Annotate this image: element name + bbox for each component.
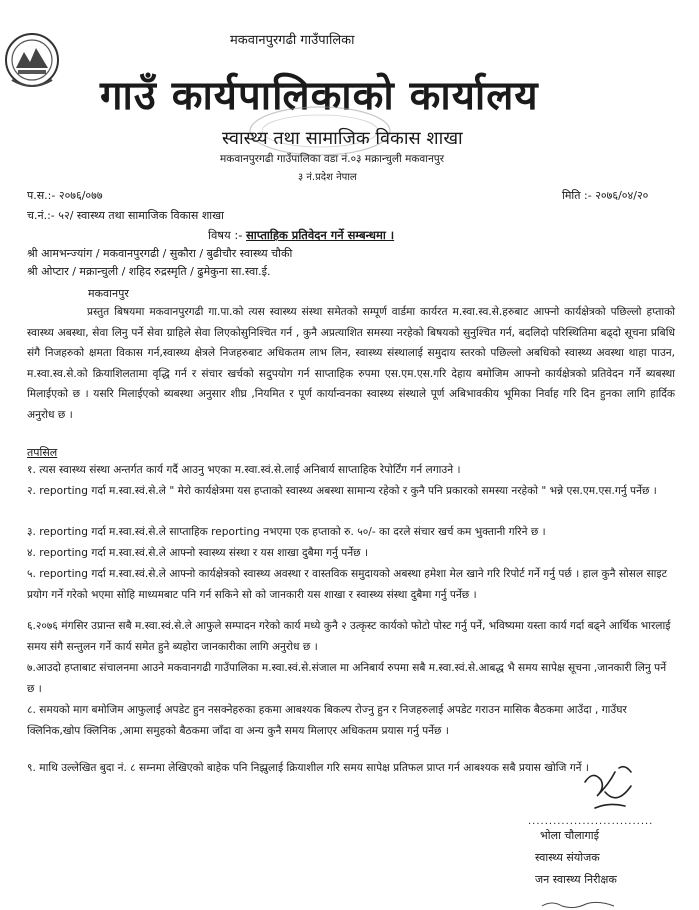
list-item: ४. reporting गर्दा म.स्वा.स्वं.से.ले आफ्नो स्वास्थ्य संस्था र यस शाखा दुबैमा गर्नु पर्नेछ । (27, 547, 368, 559)
list-item: १. त्यस स्वास्थ्य संस्था अन्तर्गत कार्य गर्दै आउनु भएका म.स्वा.स्वं.से.लाई अनिबार्य साप्ताहिक रेपोर्टिंग गर्न लगाउने । (27, 464, 461, 476)
list-item: ९. माथि उल्लेखित बुदा नं. ८ सम्नमा लेखिएको बाहेक पनि निझ्रुलाई क्रियाशील गरि समय सापेक्ष प्रतिफल प्राप्त गर्न आबश्यक सबै प्रयास खोजि गर्ने । (27, 762, 589, 774)
branch-title: स्वास्थ्य तथा सामाजिक विकास शाखा (222, 128, 463, 149)
schedule-heading: तपसिल (27, 446, 58, 459)
list-item: ६.२०७६ मंगसिर उप्रान्त सबै म.स्वा.स्वं.से.ले आफुले सम्पादन गरेको कार्य मध्ये कुनै २ उत्कृस्ट कार्यको फोटो पोस्ट गर्नु पर्ने, भविष्यमा यस्ता कार्य गर्दा बढ्ने आर्थिक भारलाई समय संगै सन्तुलन गर्ने कार्य समेत हुने ब्यहोरा जानकारीका लागि अनुरोध छ । (27, 620, 671, 653)
government-emblem-icon (2, 30, 62, 94)
dispatch-number: च.नं.:- ५२/ स्वास्थ्य तथा सामाजिक विकास शाखा (27, 209, 225, 222)
office-title: गाउँ कार्यपालिकाको कार्यालय (100, 73, 539, 119)
signatory-role-2: जन स्वास्थ्य निरीक्षक (535, 873, 617, 886)
handwritten-signature (575, 762, 645, 818)
list-item: ५. reporting गर्दा म.स्वा.स्वं.से.ले आफ्नो कार्यक्षेत्रको स्वास्थ्य अवस्था र वास्तविक समुदायको अबस्था हमेशा मेल खाने गरि रिपोर्ट गर्ने गर्नु पर्छ । हाल कुनै सोसल साइट प्रयोग गर्ने गरेको भएमा सोहि माध्यमबाट पनि गर्न सकिने सो को जानकारी यस शाखा र स्वास्थ्य संस्था दुबैमा गर्नु पर्नेछ । (27, 568, 667, 601)
subject-line (208, 228, 394, 243)
handwritten-scribble (540, 898, 620, 910)
address-line-1: मकवानपुरगढी गाउँपालिका वडा नं.०३ मक्रान्चुली मकवानपुर (220, 153, 445, 165)
subject-text: साप्ताहिक प्रतिवेदन गर्ने सम्बन्धमा । (246, 228, 395, 242)
recipient-line-2: श्री ओप्टार / मक्रान्चुली / शहिद रुद्रस्मृति / ढुमेकुना सा.स्वा.ई. (27, 265, 271, 278)
municipality-name: मकवानपुरगढी गाउँपालिका (230, 33, 355, 48)
list-item: २. reporting गर्दा म.स्वा.स्वं.से.ले " मेरो कार्यक्षेत्रमा यस हप्ताको स्वास्थ्य अबस्था सामान्य रहेको र कुनै पनि प्रकारको समस्या नरहेको " भन्ने एस.एम.एस.गर्नु पर्नेछ । (27, 485, 657, 497)
signature-line: .............................. (528, 816, 654, 827)
letter-date: मिति :- २०७६/०४/२० (562, 189, 649, 202)
list-item: ८. समयको माग बमोजिम आफुलाई अपडेट हुन नसक्नेहरुका हकमा आबश्यक बिकल्प रोज्नु हुन र निजहरुलाई अपडेट गराउन मासिक बैठकमा आउँदा , गाउँघर क्लिनिक,खोप क्लिनिक ,आमा समुहको बैठकमा जाँदा वा अन्य कुनै समय मिलाएर अधिकतम प्रयास गर्नु पर्नेछ । (27, 704, 627, 737)
signatory-role-1: स्वास्थ्य संयोजक (535, 851, 600, 864)
subject-prefix: विषय :- (208, 228, 247, 242)
list-item: ७.आउदो हप्ताबाट संचालनमा आउने मकवानगढी गाउँपालिका म.स्वा.स्वं.से.संजाल मा अनिबार्य रुपमा सबै म.स्वा.स्वं.से.आबद्ध भै समय सापेक्ष सूचना ,जानकारी लिनु पर्ने छ । (27, 662, 667, 695)
signatory-name: भोला चौलागाई (540, 829, 599, 842)
address-line-2: ३ नं.प्रदेश नेपाल (298, 172, 357, 183)
recipient-line-1: श्री आमभन्ज्यांग / मकवानपुरगढी / सुकौरा / बुढीचौर स्वास्थ्य चौकी (27, 247, 293, 260)
reference-number: प.स.:- २०७६/०७७ (27, 189, 103, 202)
body-paragraph: प्रस्तुत बिषयमा मकवानपुरगढी गा.पा.को त्यस स्वास्थ्य संस्था समेतको सम्पूर्ण वार्डमा कार्यरत म.स्वा.स्व.से.हरुबाट आफ्नो कार्यक्षेत्रको पछिल्लो हप्ताको स्वास्थ्य अबस्था, सेवा लिनु पर्ने सेवा ग्राहिले सेवा लिएकोसुनिश्चित गर्न , कुनै अप्रत्याशित समस्या नरहेको बिषयको सुनुश्चित गर्न, बदलिदो परिस्थितिमा बढ्दो सूचना प्रबिधि संगै निजहरुको क्षमता विकास गर्न,स्वास्थ्य क्षेत्रले निजहरुबाट अधिकतम लाभ लिन, स्वास्थ्य संस्थालाई समुदाय स्तरको पछिल्लो अबधिको स्वास्थ्य अवस्था थाहा पाउन, म.स्वा.स्व.से.को क्रियाशिलतामा वृद्धि गर्न र संचार खर्चको सदुपयोग गर्न साप्ताहिक रुपमा एस.एम.एस.गरि देहाय बमोजिम आफ्नो कार्यक्षेत्रको प्रतिवेदन गर्ने ब्यबस्था मिलाईएको छ । यसरि मिलाईएको ब्यबस्था अनुसार शीघ्र ,नियमित र पूर्ण कार्यान्वनका स्वास्थ्य संस्थाले पूर्ण अबिभावकीय भूमिका निर्वाह गरि दिन हुनका लागि हार्दिक अनुरोध छ । (27, 306, 675, 421)
recipient-line-3: मकवानपुर (88, 287, 129, 300)
list-item: ३. reporting गर्दा म.स्वा.स्वं.से.ले साप्ताहिक reporting नभएमा एक हप्ताको रु. ५०/- का दरले संचार खर्च कम भुक्तानी गरिने छ । (27, 526, 546, 538)
